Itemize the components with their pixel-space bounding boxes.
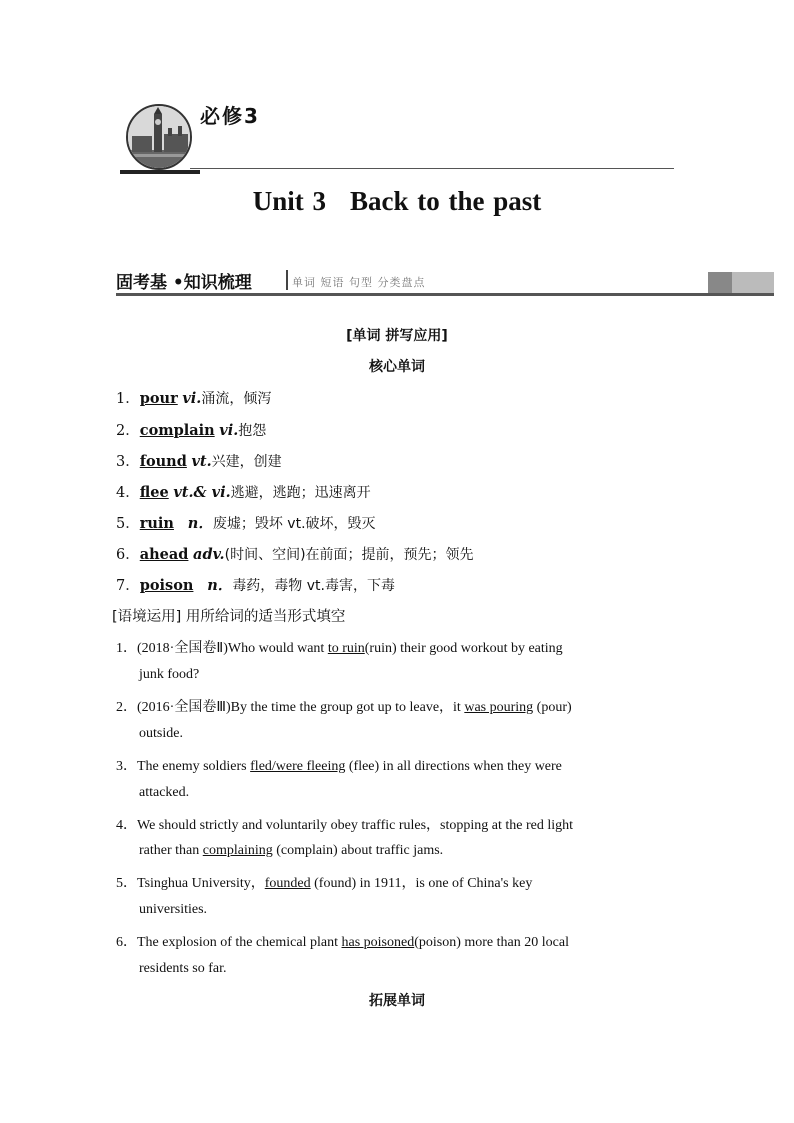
exercise-answer: was pouring <box>464 700 534 715</box>
unit-title <box>0 186 794 217</box>
section-subtitle: 单词 短语 句型 分类盘点 <box>292 276 426 289</box>
vocab-word: ahead <box>139 546 189 563</box>
exercise-line-cont: junk food? <box>139 667 200 682</box>
exercise-line: 4．We should strictly and voluntarily obey traffic rules，stopping at the red light <box>116 818 574 833</box>
vocab-item: 3．found vt.兴建，创建 <box>116 453 282 470</box>
vocab-word: pour <box>139 390 178 407</box>
exercise-line-cont: universities. <box>139 902 208 917</box>
section-divider <box>286 270 288 290</box>
section-block-dark <box>708 272 732 293</box>
vocab-subheading: 核心单词 <box>369 359 425 375</box>
exercise-answer: has poisoned <box>341 935 415 950</box>
vocab-item: 4．flee vt.& vi.逃避，逃跑；迅速离开 <box>116 484 371 501</box>
exercise-line-cont: rather than complaining (complain) about traffic jams. <box>139 843 444 858</box>
context-heading: [语境运用] 用所给词的适当形式填空 <box>112 609 346 625</box>
exercise-line: 2．(2016·全国卷Ⅲ)By the time the group got up to leave，it was pouring (pour) <box>116 700 572 715</box>
vocab-word: complain <box>139 422 215 439</box>
exercise-answer: founded <box>264 876 311 891</box>
exercise-line: 1．(2018·全国卷Ⅱ)Who would want to ruin(ruin) their good workout by eating <box>116 641 563 656</box>
header-rule-thick <box>120 170 200 174</box>
section-bar <box>116 266 774 296</box>
expansion-heading: 拓展单词 <box>369 993 425 1009</box>
vocab-word: flee <box>139 484 169 501</box>
exercise-line: 3．The enemy soldiers fled/were fleeing (flee) in all directions when they were <box>116 759 562 774</box>
exercise-answer: fled/were fleeing <box>250 759 346 774</box>
vocab-item: 6．ahead adv.(时间、空间)在前面；提前，预先；领先 <box>116 546 474 563</box>
vocab-word: poison <box>139 577 194 594</box>
vocab-word: found <box>139 453 187 470</box>
exercise-line-cont: residents so far. <box>139 961 227 976</box>
big-ben-logo <box>126 104 192 170</box>
header-rule <box>190 168 674 169</box>
exercise-answer: complaining <box>202 843 273 858</box>
exercise-answer: to ruin <box>327 641 365 656</box>
exercise-line-cont: attacked. <box>139 785 190 800</box>
unit-name: Back to the past <box>350 186 542 216</box>
vocab-word: ruin <box>139 515 174 532</box>
vocab-item: 1．pour vi.涌流，倾泻 <box>116 390 272 407</box>
unit-number: Unit 3 <box>252 186 326 216</box>
section-block-light <box>732 272 774 293</box>
section-underline <box>116 293 774 296</box>
vocab-item: 5．ruin n．废墟；毁坏 vt.破坏，毁灭 <box>116 515 376 532</box>
exercise-line: 6．The explosion of the chemical plant has poisoned(poison) more than 20 local <box>116 935 569 950</box>
vocab-item: 7．poison n．毒药，毒物 vt.毒害，下毒 <box>116 577 395 594</box>
vocab-item: 2．complain vi.抱怨 <box>116 422 267 439</box>
vocab-heading: [单词 拼写应用] <box>346 328 448 344</box>
course-title: 必修3 <box>200 104 260 128</box>
section-title: 固考基 •知识梳理 <box>116 273 252 293</box>
exercise-line-cont: outside. <box>139 726 183 741</box>
exercise-line: 5．Tsinghua University，founded (found) in 1911，is one of China's key <box>116 876 533 891</box>
